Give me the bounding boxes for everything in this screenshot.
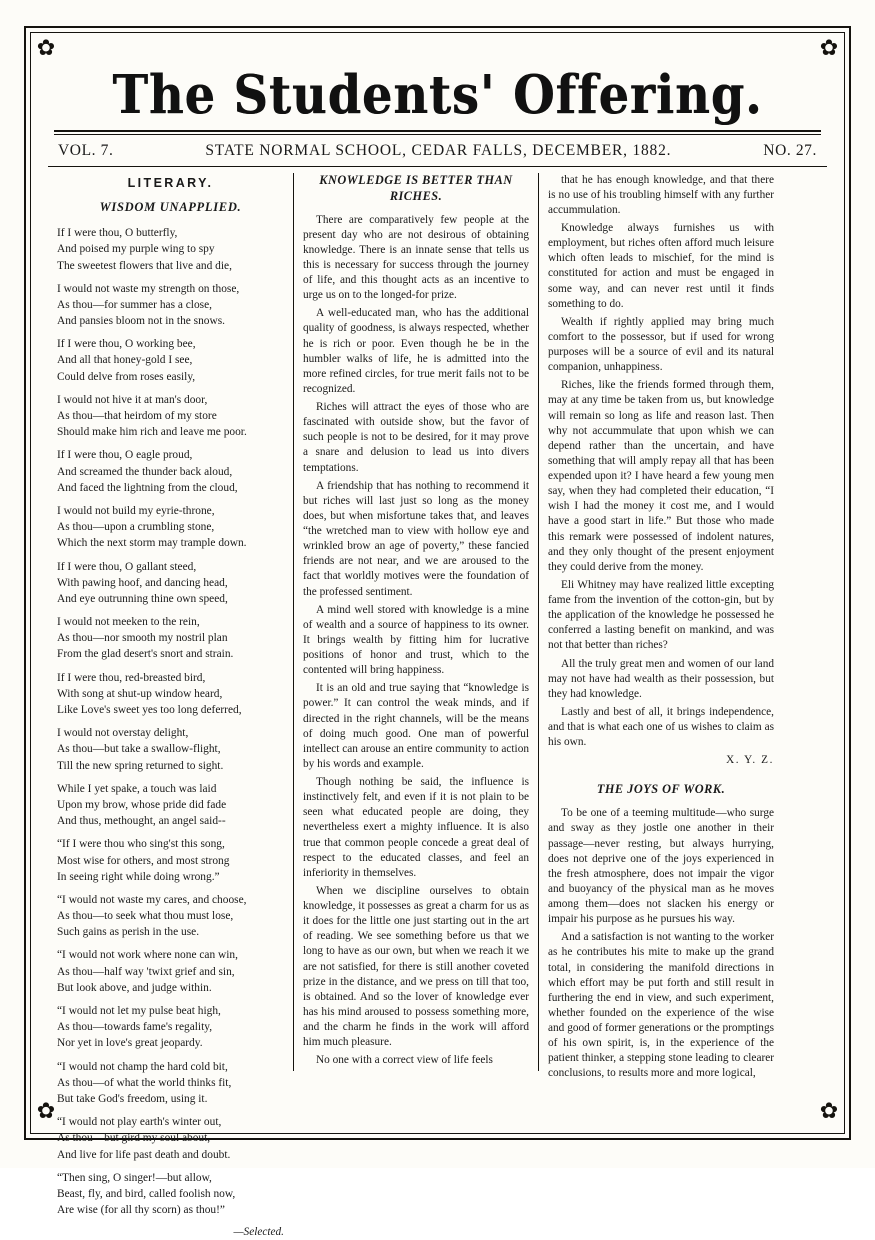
- article-paragraph: Wealth if rightly applied may bring much comfort to the possessor, but if used for wrong purposes will be a source of evil and its natural companion, unhappiness.: [548, 315, 774, 374]
- section-heading-literary: LITERARY.: [127, 175, 214, 190]
- poem-stanza: [57, 614, 284, 663]
- corner-ornament-icon: ✿: [819, 1098, 839, 1123]
- poem-stanza: [57, 670, 284, 719]
- poem-line: As thou—half way 'twixt grief and sin,: [57, 965, 235, 978]
- poem-line: Which the next storm may trample down.: [57, 537, 247, 550]
- number-label: NO. 27.: [763, 141, 817, 159]
- poem-line: I would not hive it at man's door,: [57, 393, 208, 406]
- poem-line: Are wise (for all thy scorn) as thou!”: [57, 1204, 225, 1217]
- poem-stanza: [57, 1114, 284, 1163]
- poem-line: And faced the lightning from the cloud,: [57, 481, 238, 494]
- volume-label: VOL. 7.: [58, 141, 114, 159]
- article-paragraph: A friendship that has nothing to recommend it but riches will last just so long as the money does, but when misfortune takes that, and leaves “the wretched man to view with hollow eye and wrinkled brow an age of poverty,” these fancied friends are not near, and we are aroused to the fact that worldly motives were the foundation of the professed sentiment.: [303, 479, 529, 598]
- article-paragraph: Eli Whitney may have realized little excepting fame from the invention of the cotton-gin, but by the application of the knowledge he possessed he conferred a lasting benefit on mankind, and was not that better than riches?: [548, 578, 774, 652]
- poem-line: I would not build my eyrie-throne,: [57, 504, 215, 517]
- masthead-title-text: The Students' Offering.: [112, 64, 763, 126]
- column-1: [48, 173, 293, 1239]
- poem-title: WISDOM UNAPPLIED.: [99, 200, 242, 215]
- poem-stanza: [57, 947, 284, 996]
- poem-stanza: [57, 892, 284, 941]
- poem-line: I would not meeken to the rein,: [57, 616, 200, 629]
- poem-line: As thou—of what the world thinks fit,: [57, 1076, 232, 1089]
- poem-line: I would not waste my strength on those,: [57, 282, 240, 295]
- poem-line: The sweetest flowers that live and die,: [57, 259, 232, 272]
- poem-line: Most wise for others, and most strong: [57, 854, 230, 867]
- article-paragraph: A well-educated man, who has the additional quality of goodness, is always respected, whether he is rich or poor. Even though he be in the humbler walks of life, he is admitted into the more refined circles, for true merit fails not to be recognized.: [303, 307, 529, 395]
- poem-stanza: [57, 1003, 284, 1052]
- poem-stanza: [57, 447, 284, 496]
- poem-stanza: [57, 336, 284, 385]
- article-signature: X. Y. Z.: [726, 754, 774, 767]
- poem-stanza: [57, 225, 284, 274]
- poem-line: “I would not play earth's winter out,: [57, 1116, 222, 1129]
- poem-stanza: [57, 559, 284, 608]
- article-paragraph: A mind well stored with knowledge is a mine of wealth and a source of happiness to its owner. It brings wealth by fitting him for lucrative positions of honor and trust, which to the contented will bring happiness.: [303, 603, 529, 677]
- article-paragraph: All the truly great men and women of our land may not have had wealth as their possession, but they had knowledge.: [548, 657, 774, 700]
- poem-line: If I were thou, O gallant steed,: [57, 560, 197, 573]
- poem-stanza: [57, 1059, 284, 1108]
- article-paragraph: To be one of a teeming multitude—who surge and sway as they jostle one another in their passage—never resting, but always hurrying, does not deprive one of the joys experienced in the fresh atmosphere, does not impair the vigor and buoyancy of the physical man as he moves among them—does not slacken his energy or impair his purpose as he pursues his way.: [548, 807, 774, 926]
- poem-line: As thou—but gird my soul about,: [57, 1132, 211, 1145]
- poem-line: “I would not champ the hard cold bit,: [57, 1060, 228, 1073]
- poem-line: As thou—nor smooth my nostril plan: [57, 632, 228, 645]
- poem-line: “Then sing, O singer!—but allow,: [57, 1171, 212, 1184]
- poem-line: With song at shut-up window heard,: [57, 687, 223, 700]
- article-paragraph: And a satisfaction is not wanting to the worker as he contributes his mite to make up the grand total, in considering the manifold directions in which effort may be put forth and still result in furthering the end in view, and such experiment, whether founded on the experience of the wise and good of former generations or the promptings of his own spirit, is, in the experience of the patient thinker, a stepping stone leading to clearer conclusions, to results more and more logical,: [548, 931, 774, 1080]
- poem-line: As thou—to seek what thou must lose,: [57, 910, 234, 923]
- columns-container: [48, 166, 827, 1239]
- poem-line: If I were thou, O eagle proud,: [57, 449, 193, 462]
- article-paragraph: that he has enough knowledge, and that there is no use of his troubling himself with any further accummulation.: [548, 173, 774, 216]
- poem-line: As thou—towards fame's regality,: [57, 1021, 213, 1034]
- article-title-knowledge: KNOWLEDGE IS BETTER THAN RICHES.: [319, 172, 513, 203]
- poem-line: Such gains as perish in the use.: [57, 926, 200, 939]
- corner-ornament-icon: ✿: [819, 35, 839, 60]
- poem-line: I would not overstay delight,: [57, 727, 189, 740]
- poem-line: Could delve from roses easily,: [57, 370, 196, 383]
- issue-line: [48, 135, 827, 166]
- poem-line: Nor yet in love's great jeopardy.: [57, 1037, 203, 1050]
- article-title-joys-of-work: THE JOYS OF WORK.: [596, 782, 726, 797]
- poem-line: And thus, methought, an angel said--: [57, 815, 226, 828]
- poem-line: And live for life past death and doubt.: [57, 1148, 231, 1161]
- poem-line: As thou—for summer has a close,: [57, 298, 213, 311]
- poem-line: Beast, fly, and bird, called foolish now,: [57, 1187, 236, 1200]
- poem-stanza: [57, 392, 284, 441]
- poem-line: And poised my purple wing to spy: [57, 243, 215, 256]
- article-paragraph: Lastly and best of all, it brings independence, and that is what each one of us wishes to claim as his own.: [548, 705, 774, 749]
- poem-line: And pansies bloom not in the snows.: [57, 315, 226, 328]
- article-paragraph: No one with a correct view of life feels: [316, 1054, 493, 1067]
- column-3: [538, 173, 783, 1080]
- poem-stanza: [57, 781, 284, 830]
- article-paragraph: Riches will attract the eyes of those who are fascinated with outside show, but the favor of such people is not to be desired, for it may prove a snare and delusion to lead us into divers temptations.: [303, 401, 529, 474]
- poem-stanza: [57, 725, 284, 774]
- poem-line: “I would not waste my cares, and choose,: [57, 893, 247, 906]
- article-paragraph: Riches, like the friends formed through them, may at any time be taken from us, but knowledge will remain so long as life and reason last. Then why not accummulate that upon whish we can depend rather than the uncertain, and have something that will amply repay all that has been expended upon it? I have heard a few young men say, when they had completed their education, “I wish I had the money it cost me, and I would have a good start in life.” But those who made this remark were possessed of indolent natures, and they only thought of the present enjoyment they could derive from the money.: [548, 379, 774, 573]
- poem-line: Should make him rich and leave me poor.: [57, 426, 247, 439]
- article-paragraph: There are comparatively few people at the present day who are not desirous of obtaining knowledge. There is an innate sense that tells us this is necessary for success through the journey of life, and this thought acts as an incentive to urge us on to the longed-for prize.: [303, 213, 529, 302]
- poem-line: With pawing hoof, and dancing head,: [57, 576, 228, 589]
- poem-line: As thou—that heirdom of my store: [57, 410, 217, 423]
- poem-line: In seeing right while doing wrong.”: [57, 870, 220, 883]
- poem-stanza: [57, 503, 284, 552]
- poem-stanza: [57, 1170, 284, 1219]
- poem-line: “I would not let my pulse beat high,: [57, 1005, 221, 1018]
- masthead-rule-thick: [54, 130, 821, 132]
- poem-line: “I would not work where none can win,: [57, 949, 238, 962]
- poem-byline: —Selected.: [233, 1226, 284, 1239]
- masthead-title: [48, 64, 827, 126]
- poem-line: But look above, and judge within.: [57, 981, 212, 994]
- poem-stanza: [57, 836, 284, 885]
- poem-line: If I were thou, red-breasted bird,: [57, 671, 206, 684]
- article-paragraph: When we discipline ourselves to obtain knowledge, it possesses as great a charm for us as it does for the little one just starting out in the art of reading. We see something before us that we long to have as our own, but when we reach it we are not satisfied, for there is still another coveted prize in the distance, and we press on till that too, is obtained. And so the lover of knowledge ever has his mind aroused to possess something more, and the charm he finds in the work will afford him much pleasure.: [303, 884, 529, 1049]
- poem-line: And screamed the thunder back aloud,: [57, 465, 233, 478]
- poem-line: As thou—upon a crumbling stone,: [57, 521, 215, 534]
- article-paragraph: It is an old and true saying that “knowledge is power.” It can control the weak minds, and if directed in the right channels, will be the means of doing much good. One man of powerful intellect can arouse an entire community to action by his words and example.: [303, 682, 529, 770]
- corner-ornament-icon: ✿: [36, 35, 56, 60]
- article-paragraph: Knowledge always furnishes us with employment, but riches often afford much leisure which often leads to mischief, for the mind is constituted for action and must be engaged in some way, and can never rest until it finds something to do.: [548, 222, 774, 310]
- corner-ornament-icon: ✿: [36, 1098, 56, 1123]
- poem-line: Till the new spring returned to sight.: [57, 759, 224, 772]
- poem-line: And eye outrunning thine own speed,: [57, 592, 228, 605]
- poem-line: And all that honey-gold I see,: [57, 354, 193, 367]
- poem-line: While I yet spake, a touch was laid: [57, 782, 217, 795]
- poem-line: As thou—but take a swallow-flight,: [57, 743, 221, 756]
- poem-line: Upon my brow, whose pride did fade: [57, 798, 227, 811]
- poem-line: “If I were thou who sing'st this song,: [57, 838, 225, 851]
- issue-place-date: STATE NORMAL SCHOOL, CEDAR FALLS, DECEMBER, 1882.: [205, 141, 672, 159]
- poem-line: Like Love's sweet yes too long deferred,: [57, 704, 242, 717]
- column-2: [293, 173, 538, 1071]
- poem-stanza: [57, 281, 284, 330]
- poem-line: If I were thou, O butterfly,: [57, 227, 178, 240]
- poem-line: If I were thou, O working bee,: [57, 338, 196, 351]
- page-content: [48, 50, 827, 1239]
- article-paragraph: Though nothing be said, the influence is instinctively felt, and even if it is not plain to be seen what educated people are doing, they nevertheless exert a mighty influence. It is also true that common people concede a great deal of respect to the educated classes, and feel an inferiority in themselves.: [303, 776, 529, 879]
- poem-line: But take God's freedom, using it.: [57, 1092, 208, 1105]
- poem-line: From the glad desert's snort and strain.: [57, 648, 234, 661]
